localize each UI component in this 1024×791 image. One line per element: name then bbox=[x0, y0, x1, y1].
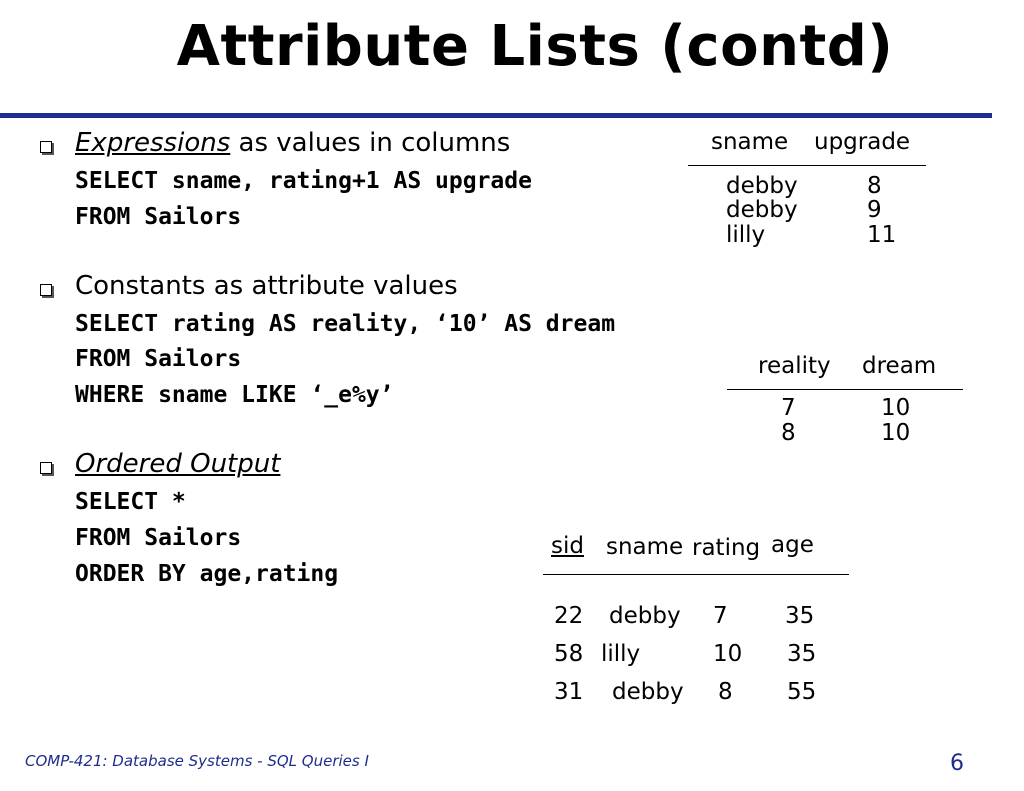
section-1-heading-emphasis: Expressions bbox=[75, 128, 231, 158]
section-3-code-line-2: FROM Sailors bbox=[75, 525, 242, 551]
table3-cell: 7 bbox=[713, 603, 728, 629]
table1-header-sname: sname bbox=[711, 129, 789, 155]
section-3-heading-emphasis: Ordered Output bbox=[75, 449, 281, 479]
table1-cell: debby bbox=[726, 173, 798, 199]
table3-cell: 35 bbox=[787, 641, 817, 667]
table3-header-sid: sid bbox=[551, 533, 584, 559]
title-divider bbox=[0, 113, 992, 118]
table2-cell: 10 bbox=[881, 420, 911, 446]
table1-cell: lilly bbox=[726, 222, 766, 248]
page-number: 6 bbox=[950, 751, 964, 776]
section-1-code-line-2: FROM Sailors bbox=[75, 204, 242, 230]
slide-title: Attribute Lists (contd) bbox=[176, 14, 894, 79]
table1-cell: debby bbox=[726, 197, 798, 223]
table3-cell: 55 bbox=[787, 679, 817, 705]
table3-header-rating: rating bbox=[692, 535, 761, 561]
section-2-code-line-1: SELECT rating AS reality, ‘10’ AS dream bbox=[75, 311, 616, 337]
table3-cell: 10 bbox=[713, 641, 743, 667]
table2-cell: 7 bbox=[781, 395, 796, 421]
footer-course-title: COMP-421: Database Systems - SQL Queries I bbox=[25, 752, 369, 770]
table2-header-reality: reality bbox=[758, 353, 831, 379]
table2-header-dream: dream bbox=[862, 353, 937, 379]
bullet-icon bbox=[40, 141, 52, 153]
section-2-code-line-3: WHERE sname LIKE ‘_e%y’ bbox=[75, 382, 394, 408]
table3-cell: 8 bbox=[718, 679, 733, 705]
table3-cell: debby bbox=[612, 679, 684, 705]
section-1-heading bbox=[75, 128, 510, 158]
table1-header-rule bbox=[688, 165, 926, 166]
section-1-code-line-1: SELECT sname, rating+1 AS upgrade bbox=[75, 168, 532, 194]
table3-header-age: age bbox=[771, 532, 814, 558]
table2-header-rule bbox=[727, 389, 963, 390]
section-2-code-line-2: FROM Sailors bbox=[75, 346, 242, 372]
table3-header-rule bbox=[543, 574, 849, 575]
table1-header-upgrade: upgrade bbox=[814, 129, 911, 155]
table2-cell: 8 bbox=[781, 420, 796, 446]
table3-cell: 35 bbox=[785, 603, 815, 629]
table2-cell: 10 bbox=[881, 395, 911, 421]
section-3-code-line-1: SELECT * bbox=[75, 489, 186, 515]
table3-cell: 31 bbox=[554, 679, 584, 705]
section-2-heading: Constants as attribute values bbox=[75, 271, 458, 301]
table3-cell: debby bbox=[609, 603, 681, 629]
section-3-code-line-3: ORDER BY age,rating bbox=[75, 561, 339, 587]
table3-cell: 22 bbox=[554, 603, 584, 629]
section-1-heading-rest: as values in columns bbox=[230, 128, 511, 158]
table3-header-sname: sname bbox=[606, 534, 684, 560]
table1-cell: 9 bbox=[867, 197, 882, 223]
bullet-icon bbox=[40, 284, 52, 296]
bullet-icon bbox=[40, 462, 52, 474]
table1-cell: 8 bbox=[867, 173, 882, 199]
table3-cell: 58 bbox=[554, 641, 584, 667]
table3-cell: lilly bbox=[601, 641, 641, 667]
table1-cell: 11 bbox=[867, 222, 897, 248]
section-3-heading bbox=[75, 449, 280, 479]
